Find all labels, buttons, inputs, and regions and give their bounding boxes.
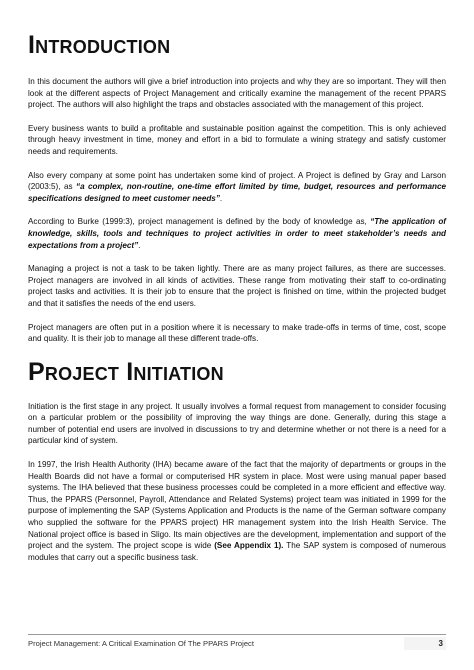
page-number: 3 (404, 637, 446, 650)
intro-paragraph-5: Managing a project is not a task to be taken lightly. There are as many project failures, as there are successes. Project managers are involved in all kinds of activities. These range from motivating their staff to co-ordinating project tasks and activities. It is their job to ensure that the project is finished on time, within the projected budget and that it satisfies the needs of the end users. (28, 264, 446, 308)
footer-title: Project Management: A Critical Examination Of The PPARS Project (28, 639, 254, 648)
intro-paragraph-2: Every business wants to build a profitable and sustainable position against the competition. This is only achieved through heavy investment in time, money and effort in a bid to formulate a wining strategy and satisfy customer needs and requirements. (28, 123, 446, 156)
page-content (28, 30, 446, 575)
page-footer (28, 634, 446, 651)
intro-paragraph-4 (28, 216, 446, 251)
project-initiation-heading: Project Initiation (28, 357, 224, 386)
initiation-paragraph-1: Initiation is the first stage in any project. It usually involves a formal request from management to consider focusing on a particular problem or the possibility of improving the way things are done. Generally, during this stage a number of potential end users are involved in discussions to try and determine whether or not there is a need for a particular kind of system. (28, 401, 446, 446)
appendix-reference: (See Appendix 1). (214, 541, 284, 551)
intro-paragraph-4-text: According to Burke (1999:3), project management is defined by the body of knowledge as, (28, 217, 371, 227)
intro-paragraph-1: In this document the authors will give a brief introduction into projects and why they are so important. They will then look at the different aspects of Project Management and critically examine the management of the recent PPARS project. The authors will also highlight the traps and obstacles associated with the management of this project. (28, 77, 446, 110)
intro-paragraph-3 (28, 170, 446, 205)
intro-paragraph-3-text: Also every company at some point has undertaken some kind of project. A Project is defined by Gray and Larson (2003:5), as (28, 170, 446, 192)
intro-paragraph-4-end: . (138, 240, 141, 250)
initiation-paragraph-2-end: The SAP system is composed of numerous modules that carry out a specific business task. (28, 541, 446, 562)
initiation-paragraph-2-text: In 1997, the Irish Health Authority (IHA) became aware of the fact that the majority of departments or groups in the Health Boards did not have a formal or computerised HR system in place. Most were using manual paper based systems. The IHA believed that these business processes could be completed in a more efficient and effective way. Thus, the PPARS (Personnel, Payroll, Attendance and Related Systems) project team was initiated in 1999 for the purpose of implementing the SAP (Systems Application and Products is the name of the German software company who supplied the software for the PPARS project) HR management system into the Irish Health Service. The National project office is based in Sligo. Its main objectives are the development, implementation and support of the project and the system. The project scope is wide (28, 460, 446, 551)
gray-larson-quote: “a complex, non-routine, one-time effort limited by time, budget, resources and performance specifications designed to meet customer needs” (28, 182, 446, 203)
burke-quote: “The application of knowledge, skills, tools and techniques to project activities in order to meet stakeholder’s needs and expectations from a project” (28, 217, 446, 250)
intro-paragraph-3-end: . (219, 193, 223, 203)
introduction-heading: Introduction (28, 31, 171, 59)
intro-paragraph-6: Project managers are often put in a position where it is necessary to make trade-offs in terms of time, cost, scope and quality. It is their job to manage all these different trade-offs. (28, 322, 446, 344)
initiation-paragraph-2 (28, 459, 446, 563)
